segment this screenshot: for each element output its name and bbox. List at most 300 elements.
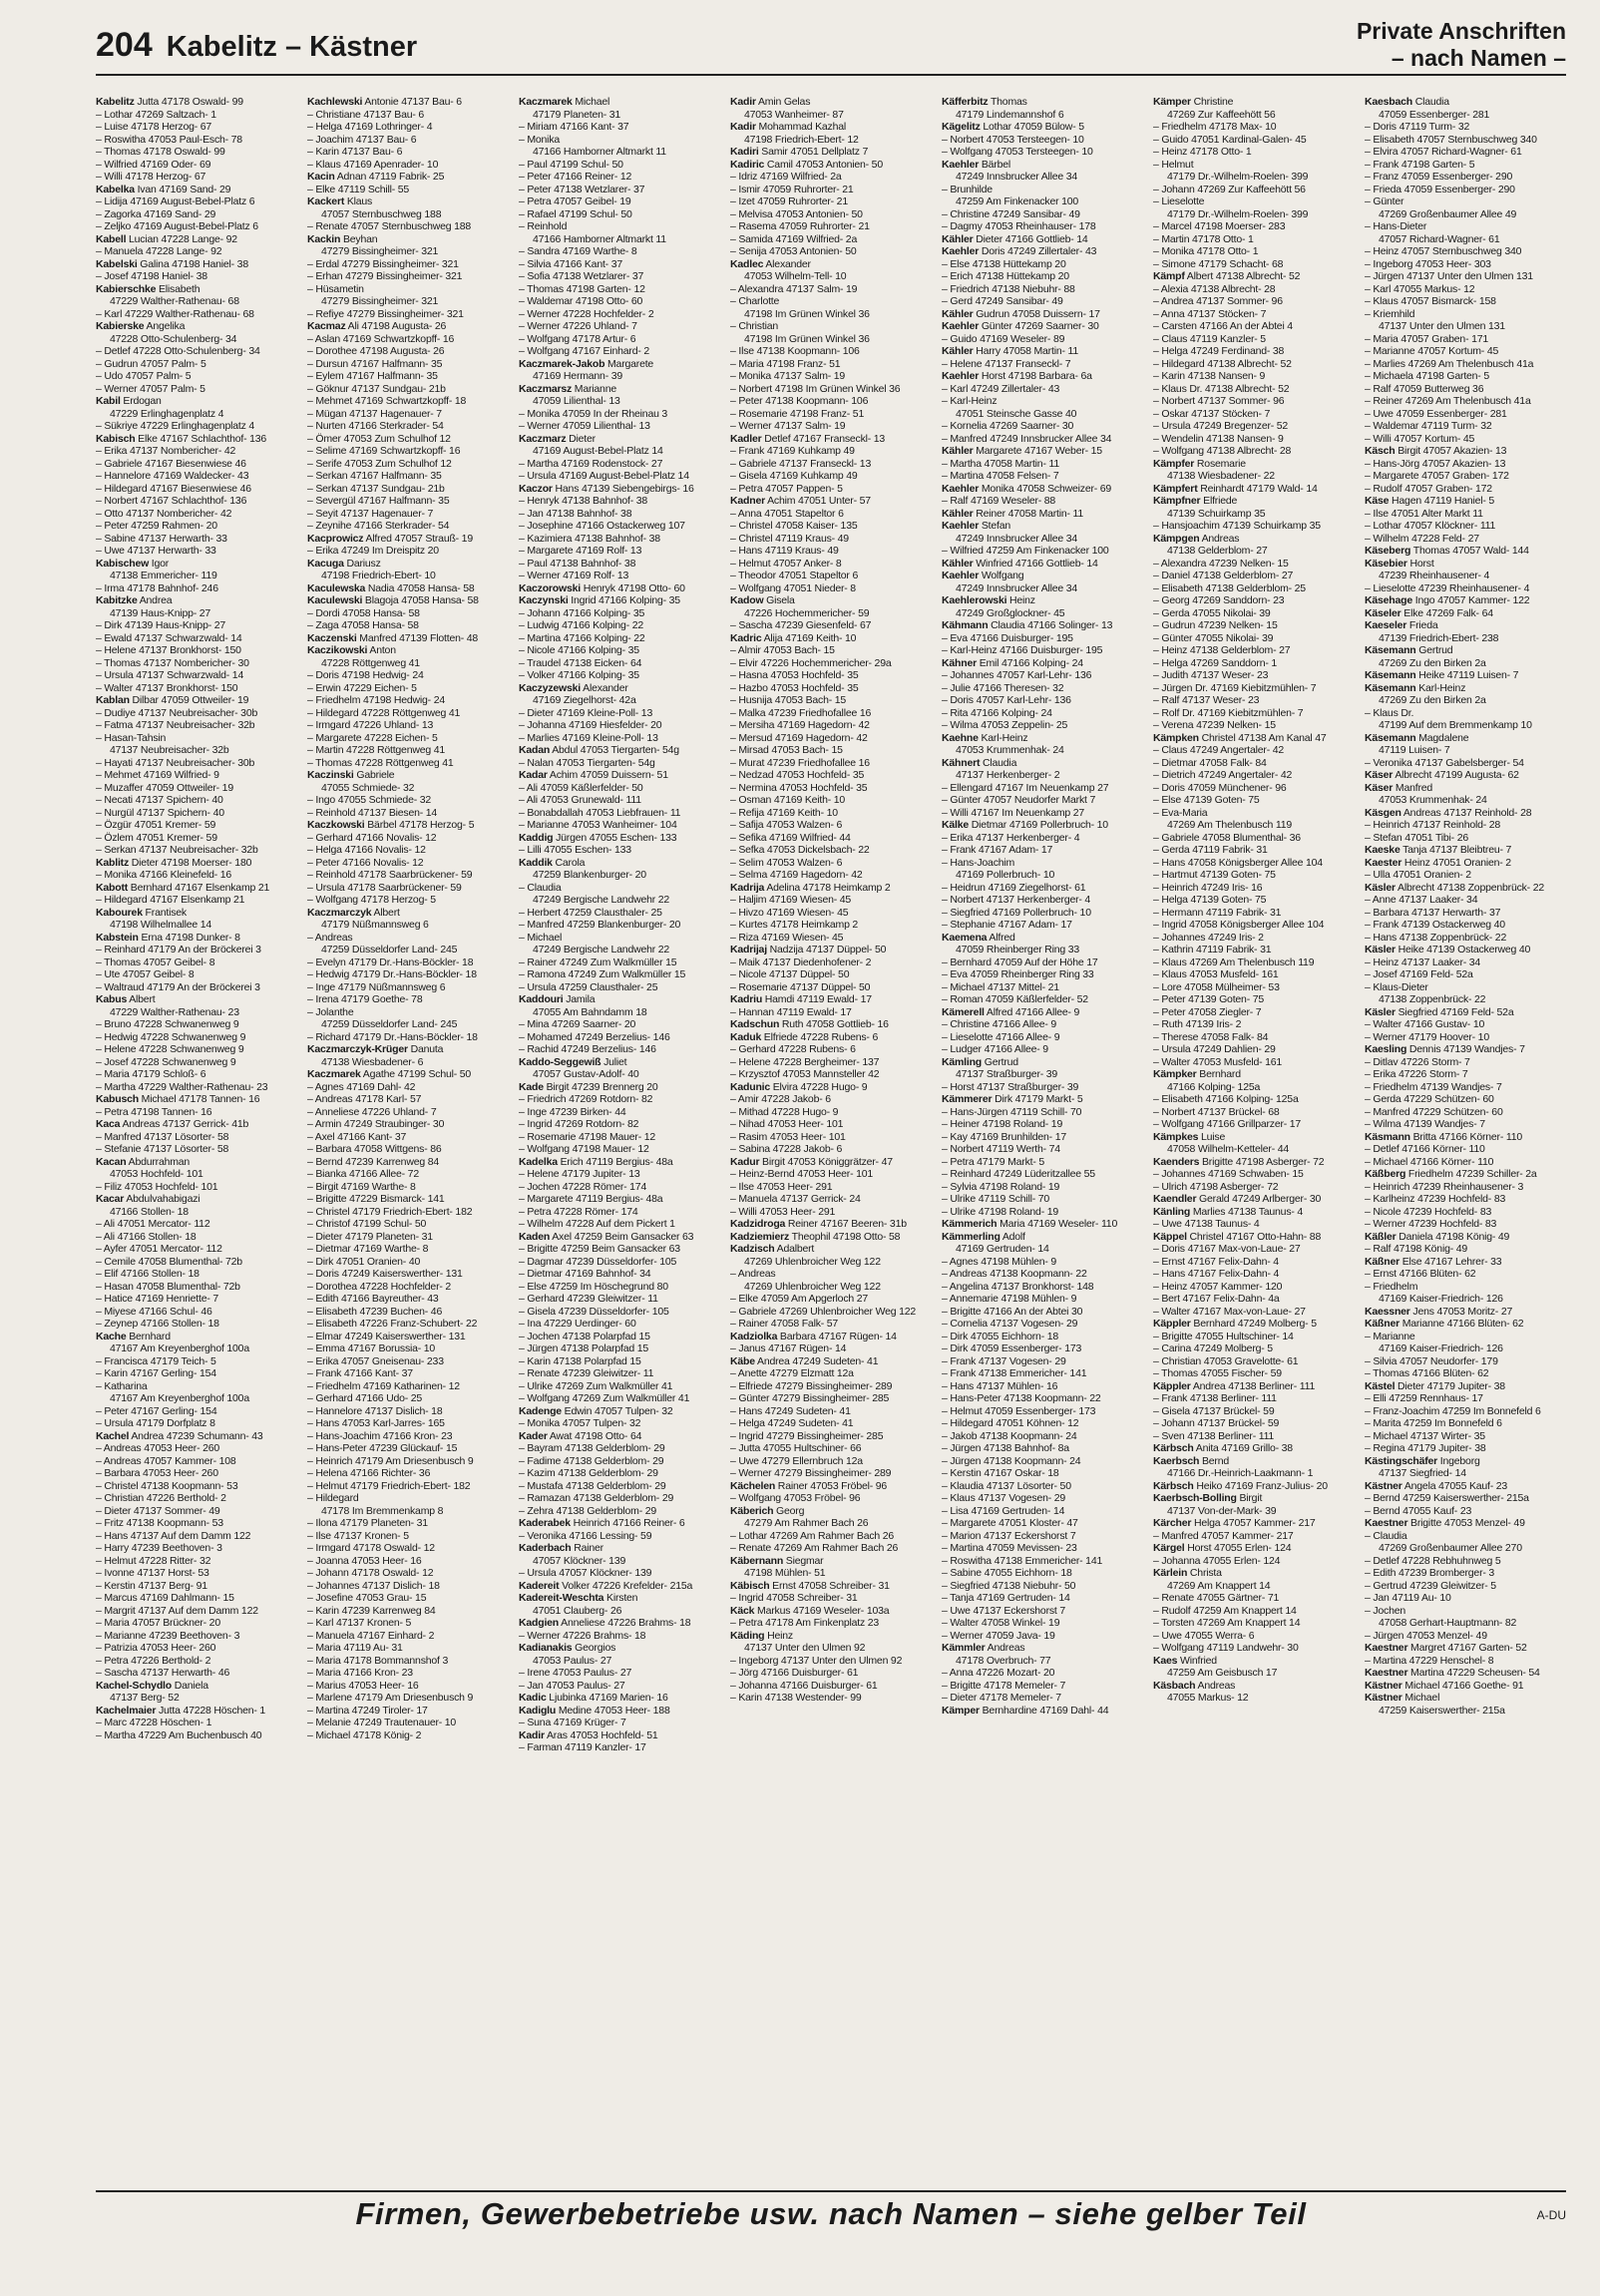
listing-entry: – Henryk 47138 Bahnhof- 38 bbox=[519, 495, 648, 507]
listing-entry: – Andreas bbox=[307, 931, 353, 944]
listing-column-7 bbox=[1365, 96, 1566, 2180]
listing-entry: – Karin 47137 Bau- 6 bbox=[307, 146, 403, 158]
listing-entry: – Klaus Dr. 47138 Albrecht- 52 bbox=[1153, 382, 1290, 395]
listing-entry-head bbox=[1153, 1542, 1355, 1555]
listing-entry: – Andreas 47057 Kammer- 108 bbox=[96, 1454, 236, 1467]
entry-text: Monika 47058 Schweizer- 69 bbox=[979, 482, 1112, 495]
listing-entry: – Friedrich 47138 Niebuhr- 88 bbox=[942, 282, 1075, 295]
entry-text: Horst bbox=[1406, 557, 1434, 570]
surname: Käser bbox=[1365, 781, 1394, 794]
entry-text: Christel 47138 Am Kanal 47 bbox=[1198, 731, 1327, 744]
entry-text: Andreas 47137 Reinhold- 28 bbox=[1400, 806, 1532, 819]
entry-text: Lucian 47228 Lange- 92 bbox=[126, 232, 237, 245]
listing-entry-head bbox=[1153, 1492, 1355, 1505]
listing-entry: – Ralf 47169 Weseler- 88 bbox=[942, 495, 1056, 507]
listing-entry: – Nihad 47053 Heer- 101 bbox=[730, 1118, 844, 1130]
listing-entry-head bbox=[730, 146, 932, 159]
entry-text: Daniela bbox=[171, 1679, 208, 1692]
listing-entry: – Martina 47058 Felsen- 7 bbox=[942, 470, 1059, 482]
listing-entry: – Hans-Jörg 47057 Akazien- 13 bbox=[1365, 457, 1506, 470]
listing-entry: – Otto 47137 Nombericher- 42 bbox=[96, 507, 232, 520]
listing-entry: – Elvir 47226 Hochemmericher- 29a bbox=[730, 656, 892, 669]
surname: Kästner bbox=[1365, 1479, 1402, 1492]
listing-entry: – Marita 47259 Im Bonnefeld 6 bbox=[1365, 1417, 1502, 1429]
listing-entry: – Josef 47198 Haniel- 38 bbox=[96, 270, 207, 282]
surname: Kaester bbox=[1365, 856, 1402, 869]
listing-entry: – Nicole 47166 Kolping- 35 bbox=[519, 644, 639, 656]
listing-entry: – Özgür 47051 Kremer- 59 bbox=[96, 819, 216, 831]
listing-entry: – Elmar 47249 Kaiserswerther- 131 bbox=[307, 1330, 466, 1342]
surname: Kärgel bbox=[1153, 1542, 1185, 1554]
listing-entry: – Ursula 47169 August-Bebel-Platz 14 bbox=[519, 470, 689, 482]
surname: Kaesling bbox=[1365, 1043, 1407, 1055]
listing-entry: – Samida 47169 Wilfried- 2a bbox=[730, 232, 858, 245]
listing-entry: – Walter 47167 Max-von-Laue- 27 bbox=[1153, 1305, 1306, 1318]
entry-text: Brigitte 47198 Asberger- 72 bbox=[1199, 1155, 1325, 1168]
listing-entry-address: 47279 Bissingheimer- 321 bbox=[321, 295, 439, 307]
entry-text: Frieda bbox=[1406, 619, 1438, 631]
listing-entry-head bbox=[519, 483, 720, 496]
listing-entry: – Ingrid 47058 Schreiber- 31 bbox=[730, 1592, 858, 1604]
listing-entry: – Oskar 47137 Stöcken- 7 bbox=[1153, 407, 1271, 420]
surname: Kabelitz bbox=[96, 96, 135, 108]
listing-entry-head bbox=[730, 1630, 932, 1643]
entry-text: Lothar 47059 Bülow- 5 bbox=[980, 121, 1084, 133]
entry-text: Heiko 47169 Franz-Julius- 20 bbox=[1193, 1479, 1328, 1492]
listing-entry: – Günter bbox=[1365, 195, 1404, 207]
listing-entry: – Wolfgang 47051 Nieder- 8 bbox=[730, 581, 856, 594]
listing-entry: – Dorothea 47228 Hochfelder- 2 bbox=[307, 1280, 452, 1293]
listing-entry: – Helmut 47057 Anker- 8 bbox=[730, 557, 842, 570]
listing-entry-head bbox=[730, 121, 932, 134]
entry-text: Beyhan bbox=[340, 232, 378, 245]
listing-entry: – Husnija 47053 Bach- 15 bbox=[730, 694, 847, 706]
listing-entry-address: 47179 Dr.-Wilhelm-Roelen- 399 bbox=[1167, 207, 1309, 220]
listing-entry: – Cemile 47058 Blumenthal- 72b bbox=[96, 1255, 242, 1268]
listing-entry: – Heinz 47178 Otto- 1 bbox=[1153, 146, 1252, 158]
listing-entry-head bbox=[942, 819, 1143, 832]
listing-entry: – Helene 47228 Schwanenweg 9 bbox=[96, 1043, 244, 1055]
listing-entry: – Helga 47166 Novalis- 12 bbox=[307, 844, 426, 856]
listing-entry-head bbox=[96, 283, 297, 296]
listing-entry: – Refija 47169 Keith- 10 bbox=[730, 806, 838, 819]
surname: Käppler bbox=[1153, 1318, 1191, 1330]
entry-text: Ingo 47057 Kammer- 122 bbox=[1412, 594, 1530, 606]
listing-entry: – Thomas 47178 Oswald- 99 bbox=[96, 146, 225, 158]
listing-entry: – Emma 47167 Borussia- 10 bbox=[307, 1342, 436, 1354]
listing-entry-address: 47167 Am Kreyenberghof 100a bbox=[110, 1342, 249, 1354]
listing-entry-head bbox=[942, 121, 1143, 134]
listing-entry-head bbox=[1365, 1692, 1566, 1705]
listing-entry: – Klaus-Dieter bbox=[1365, 980, 1428, 993]
listing-entry: – Johann 47137 Brückel- 59 bbox=[1153, 1417, 1280, 1429]
listing-entry: – Ursula 47249 Dahlien- 29 bbox=[1153, 1043, 1276, 1055]
entry-text: Ljubinka 47169 Marien- 16 bbox=[546, 1692, 668, 1704]
listing-entry: – Jürgen 47138 Koopmann- 24 bbox=[942, 1454, 1081, 1467]
surname: Kästel bbox=[1365, 1379, 1396, 1392]
listing-entry: – Andreas bbox=[730, 1268, 776, 1280]
listing-entry: – Mirsad 47053 Bach- 15 bbox=[730, 744, 843, 756]
listing-entry-address: 47178 Im Bremmenkamp 8 bbox=[321, 1504, 444, 1517]
listing-entry-head bbox=[96, 1193, 297, 1206]
surname: Kabelka bbox=[96, 183, 135, 195]
listing-entry: – Erika 47137 Nombericher- 42 bbox=[96, 445, 236, 457]
listing-entry: – Peter 47259 Rahmen- 20 bbox=[96, 520, 217, 532]
surname: Känling bbox=[1153, 1205, 1191, 1218]
listing-entry-head bbox=[519, 1729, 720, 1742]
listing-entry: – Mohamed 47249 Berzelius- 146 bbox=[519, 1030, 670, 1043]
surname: Kacan bbox=[96, 1155, 127, 1168]
entry-text: Angela 47055 Kauf- 23 bbox=[1401, 1479, 1508, 1492]
listing-entry: – Erdal 47279 Bissingheimer- 321 bbox=[307, 257, 459, 270]
listing-entry: – Renate 47055 Gärtner- 71 bbox=[1153, 1592, 1280, 1604]
listing-entry-head bbox=[1365, 558, 1566, 571]
listing-entry: – Norbert 47119 Werth- 74 bbox=[942, 1143, 1060, 1155]
listing-entry-head bbox=[942, 1231, 1143, 1244]
listing-entry: – Karl 47249 Zillertaler- 43 bbox=[942, 382, 1060, 395]
listing-entry: – Wilhelm 47228 Auf dem Pickert 1 bbox=[519, 1218, 675, 1230]
listing-entry-address: 47166 Hamborner Altmarkt 11 bbox=[533, 146, 666, 158]
listing-entry: – Seyit 47137 Hagenauer- 7 bbox=[307, 507, 434, 520]
surname: Kaczorowski bbox=[519, 581, 581, 594]
listing-entry-head bbox=[1365, 882, 1566, 895]
listing-entry: – Marlene 47179 Am Driesenbusch 9 bbox=[307, 1692, 474, 1704]
listing-entry: – Johanna 47055 Erlen- 124 bbox=[1153, 1554, 1281, 1567]
entry-text: Albert 47138 Albrecht- 52 bbox=[1184, 270, 1301, 282]
listing-entry-head bbox=[1153, 458, 1355, 471]
listing-entry: – Osman 47169 Keith- 10 bbox=[730, 794, 846, 806]
entry-text: Danuta bbox=[407, 1043, 444, 1055]
entry-text: Michael bbox=[572, 96, 610, 108]
listing-entry: – Krzysztof 47053 Mannsteller 42 bbox=[730, 1068, 880, 1080]
listing-entry: – Volker 47166 Kolping- 35 bbox=[519, 669, 639, 681]
entry-text: Ivan 47169 Sand- 29 bbox=[134, 183, 231, 195]
entry-text: Gertrud bbox=[982, 1055, 1018, 1068]
listing-entry: – Hans-Peter 47138 Koopmann- 22 bbox=[942, 1392, 1101, 1404]
listing-entry: – Elisabeth 47138 Gelderblom- 25 bbox=[1153, 581, 1306, 594]
listing-entry: – Kriemhild bbox=[1365, 307, 1415, 320]
listing-entry: – Gisela 47169 Kuhkamp 49 bbox=[730, 470, 858, 482]
listing-entry: – Silvia 47057 Neudorfer- 179 bbox=[1365, 1354, 1498, 1367]
listing-entry: – Thomas 47137 Nombericher- 30 bbox=[96, 656, 249, 669]
listing-entry: – Dursun 47167 Halfmann- 35 bbox=[307, 357, 443, 370]
listing-entry-head bbox=[519, 383, 720, 396]
listing-entry: – Luise 47178 Herzog- 67 bbox=[96, 121, 212, 133]
listing-entry: – Ernst 47167 Felix-Dahn- 4 bbox=[1153, 1255, 1279, 1268]
listing-entry: – Heinrich 47239 Rheinhausener- 3 bbox=[1365, 1180, 1524, 1193]
listing-entry-head bbox=[519, 1430, 720, 1443]
listing-entry: – Uwe 47279 Ellernbruch 12a bbox=[730, 1454, 863, 1467]
surname: Kaczmarz bbox=[519, 432, 567, 445]
listing-entry-head bbox=[942, 233, 1143, 246]
listing-entry-head bbox=[730, 258, 932, 271]
listing-entry: – Ilse 47138 Koopmann- 106 bbox=[730, 345, 860, 357]
listing-entry-head bbox=[942, 732, 1143, 745]
entry-text: Heinz 47051 Oranien- 2 bbox=[1401, 856, 1511, 869]
entry-text: Medine 47053 Heer- 188 bbox=[556, 1704, 670, 1717]
surname: Kaddig bbox=[519, 831, 554, 844]
entry-text: Jürgen 47055 Eschen- 133 bbox=[553, 831, 677, 844]
listing-entry-head bbox=[730, 1156, 932, 1169]
listing-entry: – Helene 47137 Franseckl- 7 bbox=[942, 357, 1071, 370]
listing-entry-address: 47198 Friedrich-Ebert- 10 bbox=[321, 570, 436, 581]
listing-entry: – Reinhold 47178 Saarbrückener- 59 bbox=[307, 869, 473, 881]
listing-entry: – Ute 47057 Geibel- 8 bbox=[96, 968, 195, 980]
listing-entry: – Hans 47119 Kraus- 49 bbox=[730, 545, 839, 557]
listing-entry: – Frank 47137 Vogesen- 29 bbox=[942, 1354, 1066, 1367]
listing-entry: – Ali 47051 Mercator- 112 bbox=[96, 1218, 210, 1230]
surname: Kaddo-Seggewiß bbox=[519, 1055, 601, 1068]
entry-text: Maria 47169 Weseler- 110 bbox=[997, 1218, 1118, 1230]
listing-entry: – Theodor 47051 Stapeltor 6 bbox=[730, 570, 859, 581]
surname: Kablan bbox=[96, 694, 130, 706]
listing-entry: – Thomas 47166 Blüten- 62 bbox=[1365, 1367, 1489, 1379]
listing-entry: – Nicole 47137 Düppel- 50 bbox=[730, 968, 850, 980]
listing-entry-address: 47269 Zu den Birken 2a bbox=[1379, 656, 1486, 669]
listing-entry-address: 47179 Planeten- 31 bbox=[533, 108, 621, 121]
listing-entry: – Paul 47138 Bahnhof- 38 bbox=[519, 557, 636, 570]
surname: Kadelka bbox=[519, 1155, 558, 1168]
listing-entry: – Martha 47169 Rodenstock- 27 bbox=[519, 457, 663, 470]
listing-entry: – Karl 47055 Markus- 12 bbox=[1365, 282, 1475, 295]
listing-entry-head bbox=[519, 1405, 720, 1418]
entry-text: Doris 47249 Zillertaler- 43 bbox=[979, 245, 1097, 257]
surname: Käßner bbox=[1365, 1318, 1400, 1330]
listing-entry-head bbox=[307, 644, 509, 657]
listing-entry: – Patrizia 47053 Heer- 260 bbox=[96, 1642, 216, 1654]
listing-entry: – Muzaffer 47059 Ottweiler- 19 bbox=[96, 781, 233, 794]
listing-entry: – Maria 47119 Au- 31 bbox=[307, 1642, 403, 1654]
listing-entry-address: 47058 Gerhart-Hauptmann- 82 bbox=[1379, 1617, 1517, 1629]
listing-entry-head bbox=[1153, 1480, 1355, 1493]
listing-entry-head bbox=[730, 882, 932, 895]
listing-entry: – Uwe 47138 Taunus- 4 bbox=[1153, 1218, 1260, 1230]
listing-entry-head bbox=[730, 1605, 932, 1618]
listing-entry: – Klaus 47057 Bismarck- 158 bbox=[1365, 295, 1496, 307]
listing-entry: – Stefan 47051 Tibi- 26 bbox=[1365, 831, 1468, 844]
listing-entry-head bbox=[1365, 96, 1566, 109]
listing-entry: – Sükriye 47229 Erlinghagenplatz 4 bbox=[96, 420, 254, 432]
listing-entry-address: 47249 Bergische Landwehr 22 bbox=[533, 894, 670, 906]
listing-entry: – Murat 47239 Friedhofallee 16 bbox=[730, 756, 870, 769]
listing-entry-head bbox=[942, 757, 1143, 770]
listing-entry: – Hartmut 47139 Goten- 75 bbox=[1153, 869, 1276, 881]
listing-entry-address: 47059 Rheinberger Ring 33 bbox=[956, 944, 1080, 956]
listing-entry-address: 47166 Hamborner Altmarkt 11 bbox=[533, 232, 666, 245]
listing-entry-head bbox=[1153, 96, 1355, 109]
listing-entry-address: 47137 Siegfried- 14 bbox=[1379, 1467, 1466, 1479]
listing-entry: – Petra 47178 Am Finkenplatz 23 bbox=[730, 1617, 880, 1629]
listing-entry-address: 47137 Straßburger- 39 bbox=[956, 1068, 1058, 1080]
listing-entry: – Ursula 47137 Schwarzwald- 14 bbox=[96, 669, 244, 681]
listing-entry: – Ludger 47166 Allee- 9 bbox=[942, 1043, 1048, 1055]
listing-entry: – Friedhelm 47169 Katharinen- 12 bbox=[307, 1379, 460, 1392]
listing-entry: – Monika bbox=[519, 133, 561, 146]
listing-entry: – Ramazan 47138 Gelderblom- 29 bbox=[519, 1492, 674, 1504]
surname: Käsehage bbox=[1365, 594, 1413, 606]
listing-entry: – Ellengard 47167 Im Neuenkamp 27 bbox=[942, 781, 1109, 794]
entry-text: Camil 47053 Antonien- 50 bbox=[764, 158, 883, 171]
listing-entry-address: 47259 Am Geisbusch 17 bbox=[1167, 1667, 1278, 1679]
listing-entry-address: 47169 Ziegelhorst- 42a bbox=[533, 694, 636, 706]
listing-entry: – Hans-Joachim bbox=[942, 856, 1015, 869]
entry-text: Emil 47166 Kolping- 24 bbox=[976, 656, 1083, 669]
listing-entry: – Ulrich 47198 Asberger- 72 bbox=[1153, 1180, 1279, 1193]
listing-entry-head bbox=[942, 570, 1143, 582]
listing-entry-address: 47053 Krummenhak- 24 bbox=[1379, 794, 1487, 806]
listing-entry: – Erika 47057 Gneisenau- 233 bbox=[307, 1354, 444, 1367]
listing-entry: – Maria 47057 Graben- 171 bbox=[1365, 332, 1488, 345]
listing-entry: – Marlies 47169 Kleine-Poll- 13 bbox=[519, 731, 658, 744]
listing-entry-head bbox=[942, 558, 1143, 571]
entry-text: Elvira 47228 Hugo- 9 bbox=[770, 1080, 868, 1093]
entry-text: Igor bbox=[149, 557, 170, 570]
entry-text: Manfred bbox=[1393, 781, 1433, 794]
listing-entry-head bbox=[96, 1430, 297, 1443]
surname: Kaehler bbox=[942, 482, 980, 495]
listing-entry: – Inge 47239 Birken- 44 bbox=[519, 1105, 626, 1118]
listing-entry: – Manfred 47229 Schützen- 60 bbox=[1365, 1105, 1503, 1118]
listing-column-6 bbox=[1153, 96, 1355, 2180]
listing-entry: – Frank 47139 Ostackerweg 40 bbox=[1365, 919, 1505, 931]
listing-entry: – Wolfgang 47167 Einhard- 2 bbox=[519, 345, 650, 357]
listing-entry: – Gisela 47137 Brückel- 59 bbox=[1153, 1404, 1275, 1417]
listing-entry: – Simone 47179 Schacht- 68 bbox=[1153, 257, 1284, 270]
listing-entry-address: 47137 Berg- 52 bbox=[110, 1692, 180, 1704]
listing-entry: – Christiane 47137 Bau- 6 bbox=[307, 108, 424, 121]
entry-text: Magdalene bbox=[1415, 731, 1469, 744]
listing-entry: – Hans-Joachim 47166 Kron- 23 bbox=[307, 1429, 453, 1442]
listing-entry-address: 47119 Luisen- 7 bbox=[1379, 744, 1450, 756]
listing-entry: – Ingo 47055 Schmiede- 32 bbox=[307, 794, 432, 806]
listing-entry-head bbox=[942, 1056, 1143, 1069]
surname: Kaczmarczyk bbox=[307, 906, 372, 919]
listing-entry: – Helga 47139 Goten- 75 bbox=[1153, 894, 1267, 906]
listing-entry-head bbox=[1153, 732, 1355, 745]
listing-entry: – Rudolf 47057 Graben- 172 bbox=[1365, 482, 1492, 495]
listing-entry: – Kazim 47138 Gelderblom- 29 bbox=[519, 1467, 658, 1479]
listing-entry: – Manuela 47167 Einhard- 2 bbox=[307, 1629, 435, 1642]
listing-entry: – Werner 47228 Hochfelder- 2 bbox=[519, 307, 654, 320]
listing-entry-address: 47055 Markus- 12 bbox=[1167, 1692, 1249, 1704]
surname: Kaczmarek bbox=[307, 1068, 361, 1080]
entry-text: Bärbel bbox=[979, 158, 1010, 171]
listing-entry: – Frank 47166 Kant- 37 bbox=[307, 1367, 413, 1379]
listing-entry-head bbox=[730, 594, 932, 607]
listing-entry: – Manfred 47137 Lösorter- 58 bbox=[96, 1130, 229, 1143]
surname: Kaeske bbox=[1365, 844, 1400, 856]
listing-entry: – Dudiye 47137 Neubreisacher- 30b bbox=[96, 706, 258, 719]
listing-entry: – Peter 47058 Ziegler- 7 bbox=[1153, 1005, 1262, 1018]
listing-columns bbox=[96, 96, 1566, 2180]
entry-text: Rosemarie bbox=[1194, 457, 1246, 470]
entry-text: Georg bbox=[773, 1504, 805, 1517]
entry-text: Horst 47198 Barbara- 6a bbox=[979, 370, 1092, 382]
entry-text: Detlef 47167 Franseckl- 13 bbox=[761, 432, 886, 445]
listing-entry: – Edith 47166 Bayreuther- 43 bbox=[307, 1293, 439, 1305]
surname: Kächelen bbox=[730, 1479, 776, 1492]
listing-entry: – Zaga 47058 Hansa- 58 bbox=[307, 619, 419, 631]
entry-text: Albert bbox=[127, 993, 156, 1005]
listing-entry: – Ramona 47249 Zum Walkmüller 15 bbox=[519, 968, 686, 980]
listing-entry-address: 47057 Gustav-Adolf- 40 bbox=[533, 1068, 639, 1080]
listing-entry-address: 47169 Kaiser-Friedrich- 126 bbox=[1379, 1342, 1503, 1354]
surname: Kadereit-Weschta bbox=[519, 1592, 604, 1604]
listing-entry-head bbox=[307, 96, 509, 109]
listing-entry-address: 47057 Klöckner- 139 bbox=[533, 1554, 626, 1567]
listing-entry: – Gabriele 47269 Uhlenbroicher Weg 122 bbox=[730, 1305, 916, 1318]
entry-text: Hans 47139 Siebengebirgs- 16 bbox=[552, 482, 694, 495]
entry-text: Rainer 47053 Fröbel- 96 bbox=[775, 1479, 888, 1492]
listing-entry: – Ingrid 47279 Bissingheimer- 285 bbox=[730, 1429, 884, 1442]
listing-entry: – Werner 47226 Brahms- 18 bbox=[519, 1629, 646, 1642]
listing-entry-address: 47055 Am Bahndamm 18 bbox=[533, 1005, 647, 1018]
listing-entry: – Ralf 47137 Weser- 23 bbox=[1153, 694, 1260, 706]
listing-entry: – Martin 47178 Otto- 1 bbox=[1153, 232, 1254, 245]
listing-entry-address: 47057 Sternbuschweg 188 bbox=[321, 207, 442, 220]
listing-entry: – Rudolf 47259 Am Knappert 14 bbox=[1153, 1604, 1297, 1617]
listing-entry-head bbox=[96, 395, 297, 408]
listing-entry-head bbox=[1153, 1455, 1355, 1468]
listing-entry: – Heidrun 47169 Ziegelhorst- 61 bbox=[942, 881, 1086, 894]
entry-text: Siegfried 47169 Feld- 52a bbox=[1395, 1005, 1514, 1018]
listing-entry: – Heiner 47198 Roland- 19 bbox=[942, 1118, 1063, 1130]
listing-entry: – Sabina 47228 Jakob- 6 bbox=[730, 1143, 843, 1155]
listing-entry: – Stephanie 47167 Adam- 17 bbox=[942, 919, 1072, 931]
surname: Kaderbach bbox=[519, 1542, 572, 1554]
listing-entry: – Christel 47119 Kraus- 49 bbox=[730, 532, 849, 545]
listing-entry: – Ingeborg 47137 Unter den Ulmen 92 bbox=[730, 1654, 903, 1667]
listing-entry-head bbox=[1365, 445, 1566, 458]
listing-entry-head bbox=[1153, 1655, 1355, 1668]
listing-entry-address: 47229 Walther-Rathenau- 68 bbox=[110, 295, 239, 307]
listing-entry-head bbox=[942, 345, 1143, 358]
surname: Kaesbach bbox=[1365, 96, 1413, 108]
section-title-line2: – nach Namen – bbox=[1391, 45, 1566, 71]
listing-entry-head bbox=[519, 1081, 720, 1094]
listing-entry: – Jan 47053 Paulus- 27 bbox=[519, 1679, 625, 1692]
listing-entry: – Manfred 47249 Innsbrucker Allee 34 bbox=[942, 432, 1112, 445]
listing-entry: – Herbert 47259 Clausthaler- 25 bbox=[519, 906, 662, 919]
listing-entry: – Melanie 47249 Trautenauer- 10 bbox=[307, 1717, 457, 1728]
listing-entry: – Hannelore 47137 Dislich- 18 bbox=[307, 1404, 443, 1417]
surname: Kägelitz bbox=[942, 121, 981, 133]
listing-entry: – Rosemarie 47137 Düppel- 50 bbox=[730, 980, 871, 993]
listing-entry: – Severgül 47167 Halfmann- 35 bbox=[307, 495, 450, 507]
listing-entry: – Hannelore 47169 Waldecker- 43 bbox=[96, 470, 249, 482]
entry-text: Amin Gelas bbox=[755, 96, 811, 108]
listing-entry: – Johannes 47169 Schwaben- 15 bbox=[1153, 1168, 1304, 1180]
listing-entry: – Irene 47053 Paulus- 27 bbox=[519, 1667, 632, 1679]
listing-entry-head bbox=[96, 694, 297, 707]
listing-entry: – Annemarie 47198 Mühlen- 9 bbox=[942, 1293, 1077, 1305]
listing-entry: – Friedhelm 47178 Max- 10 bbox=[1153, 121, 1277, 133]
listing-entry: – Jörg 47166 Duisburger- 61 bbox=[730, 1667, 859, 1679]
surname: Käßner bbox=[1365, 1255, 1400, 1268]
listing-entry: – Eva-Maria bbox=[1153, 806, 1208, 819]
listing-entry: – Werner 47057 Palm- 5 bbox=[96, 382, 205, 395]
listing-entry: – Margarete 47057 Graben- 172 bbox=[1365, 470, 1509, 482]
listing-entry: – Dieter 47169 Kleine-Poll- 13 bbox=[519, 706, 653, 719]
surname: Kadzidroga bbox=[730, 1218, 786, 1230]
listing-entry-head bbox=[96, 433, 297, 446]
listing-entry: – Erika 47249 Im Dreispitz 20 bbox=[307, 545, 439, 557]
listing-entry: – Erwin 47229 Eichen- 5 bbox=[307, 681, 417, 694]
listing-entry: – Helga 47169 Lothringer- 4 bbox=[307, 121, 433, 133]
listing-entry: – Dietmar 47058 Falk- 84 bbox=[1153, 756, 1267, 769]
listing-entry: – Ulrike 47119 Schill- 70 bbox=[942, 1193, 1050, 1205]
listing-entry: – Johann 47269 Zur Kaffeehött 56 bbox=[1153, 183, 1306, 195]
